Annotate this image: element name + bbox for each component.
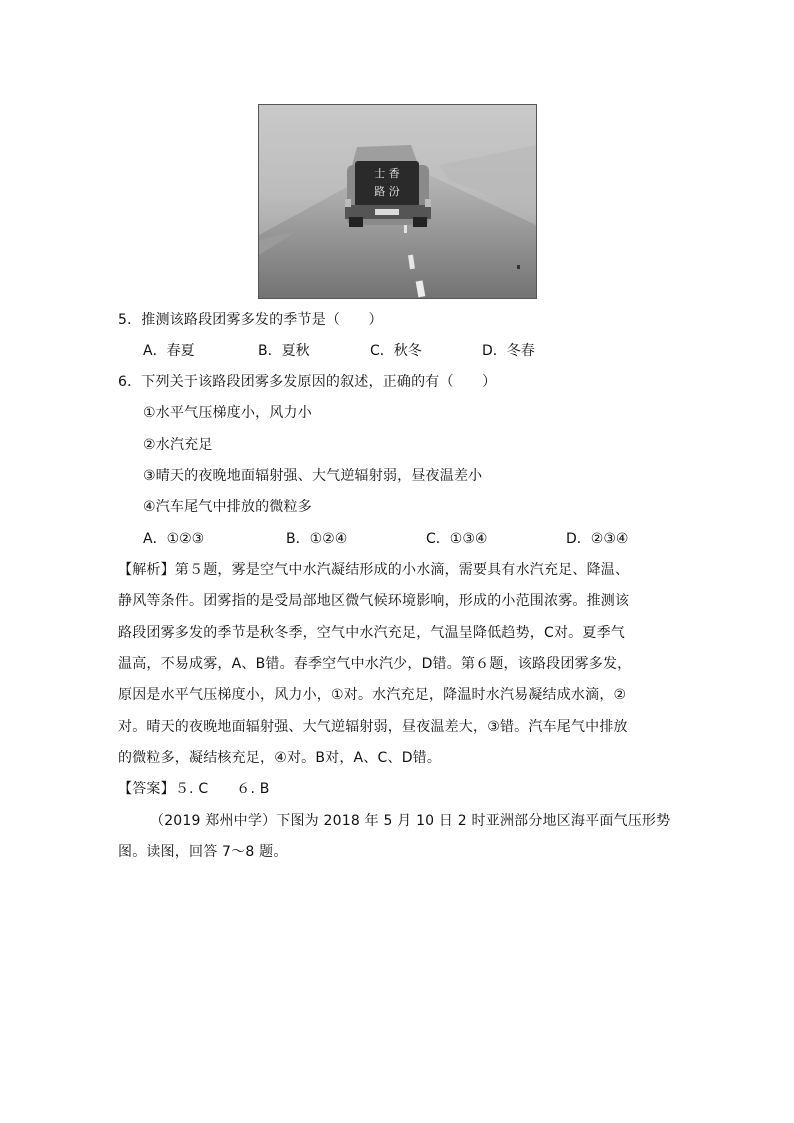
q6-option-c: C．①③④ [426,531,488,547]
q6-option-d: D．②③④ [566,531,629,547]
intro-line-1: （2019 郑州中学）下图为 2018 年 5 月 10 日 2 时亚洲部分地区海平面气压形势 [150,813,671,829]
q6-stem: 6．下列关于该路段团雾多发原因的叙述，正确的有（ ） [118,374,497,390]
q6-option-a: A．①②③ [143,531,205,547]
analysis-line-3: 路段团雾多发的季节是秋冬季，空气中水汽充足，气温呈降低趋势，C对。夏季气 [118,625,625,641]
foggy-highway-car-image [259,105,536,298]
car-sign-line-1: 士 香 [374,167,400,180]
q5-option-a: A．春夏 [143,343,195,359]
analysis-line-1: 【解析】第５题，雾是空气中水汽凝结形成的小水滴，需要具有水汽充足、降温、 [118,562,630,578]
q5-stem: 5．推测该路段团雾多发的季节是（ ） [118,312,383,328]
q6-item-3: ③晴天的夜晚地面辐射强、大气逆辐射弱，昼夜温差小 [143,468,483,484]
answer-q6: ６. B [236,781,270,797]
q5-option-b: B．夏秋 [258,343,310,359]
analysis-line-4: 温高，不易成雾，A、B错。春季空气中水汽少，D错。第６题，该路段团雾多发， [118,656,632,672]
analysis-line-2: 静风等条件。团雾指的是受局部地区微气候环境影响，形成的小范围浓雾。推测该 [118,593,630,609]
fog-road-photo [258,104,537,299]
q6-item-2: ②水汽充足 [143,437,213,453]
q6-option-b: B．①②④ [286,531,348,547]
q6-item-4: ④汽车尾气中排放的微粒多 [143,499,312,515]
q6-item-1: ①水平气压梯度小，风力小 [143,405,312,421]
analysis-line-6: 对。晴天的夜晚地面辐射强、大气逆辐射弱，昼夜温差大，③错。汽车尾气中排放 [118,719,628,735]
analysis-line-5: 原因是水平气压梯度小，风力小，①对。水汽充足，降温时水汽易凝结成水滴，② [118,687,627,703]
analysis-line-7: 的微粒多，凝结核充足，④对。B对，A、C、D错。 [118,750,442,766]
intro-line-2: 图。读图，回答 7～8 题。 [118,844,288,860]
answer-row [118,780,270,798]
q5-option-c: C．秋冬 [370,343,422,359]
answer-q5: ５. C [174,781,209,797]
q5-option-d: D．冬春 [482,343,535,359]
answer-label: 【答案】 [118,781,175,797]
car-sign-line-2: 路 汾 [374,185,400,198]
